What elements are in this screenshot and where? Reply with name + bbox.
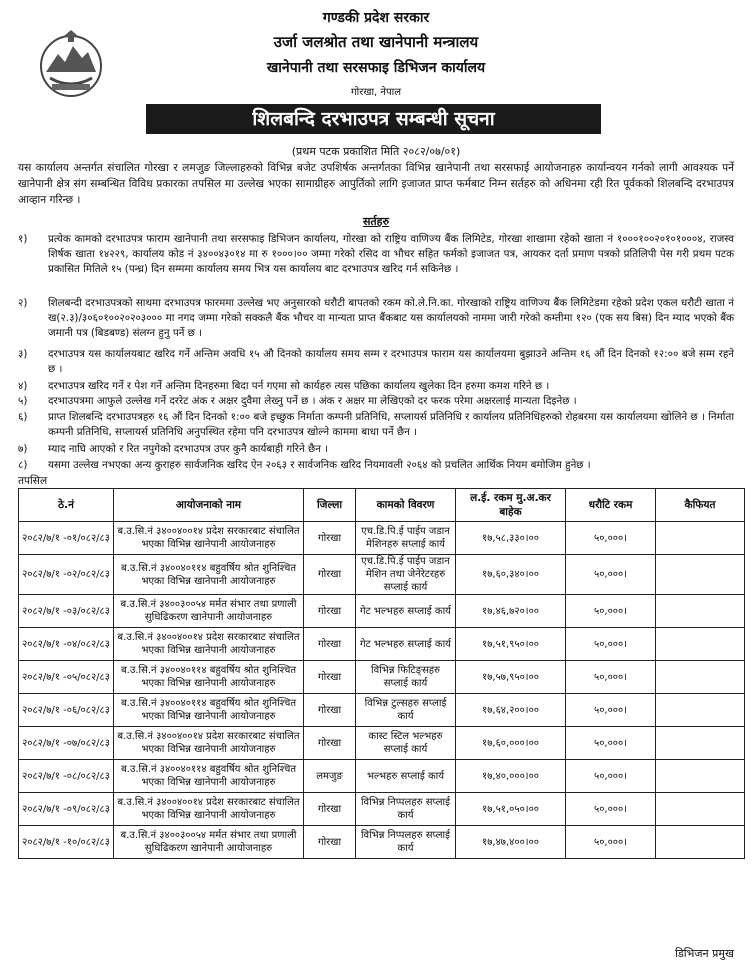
govt-name: गण्डकी प्रदेश सरकार — [322, 10, 430, 26]
cell-project: ब.उ.सि.नं ३४००३००५४ मर्मत संभार तथा प्रणाली सुधिढिकरण खानेपानी आयोजनाहरु — [114, 595, 304, 628]
condition-number: ८) — [18, 459, 28, 471]
condition-item — [18, 410, 734, 440]
table-row — [19, 661, 745, 694]
cell-district: गोरखा — [304, 595, 356, 628]
col-header-district: जिल्ला — [304, 489, 356, 522]
cell-estimate: १७,४०,०००।०० — [456, 760, 566, 793]
notice-title: शिलबन्दि दरभाउपत्र सम्बन्धी सूचना — [146, 104, 601, 134]
cell-work: एच.डि.पि.ई पाईप जडान मेशिनहरु सप्लाई कार्य — [356, 522, 456, 555]
cell-estimate: १७,५१,०५०।०० — [456, 793, 566, 826]
cell-estimate: १७,४६,७२०।०० — [456, 595, 566, 628]
cell-estimate: १७,५७,९५०।०० — [456, 661, 566, 694]
cell-work: कास्ट स्टिल भल्भहरु सप्लाई कार्य — [356, 727, 456, 760]
cell-district: गोरखा — [304, 793, 356, 826]
condition-item — [18, 394, 734, 409]
cell-deposit: ५०,०००। — [566, 595, 656, 628]
cell-contract-no: २०८२/७/१ -०८/०८२/८३ — [19, 760, 114, 793]
intro-paragraph: यस कार्यालय अन्तर्गत संचालित गोरखा र लमजुङ जिल्लाहरुको विभिन्न बजेट उपशिर्षक अन्तर्गतका विभिन्न खानेपानी तथा सरसफाई आयोजनाहरु कार्यान्वयन गर्नको लागी आवश्यक पर्ने खानेपानी क्षेत्र संग सम्बन्धित विविध प्रकारका तपसिल मा उल्लेख भएका सामाग्रीहरु आपुर्तिको लागि इजाजत प्राप्त फर्मबाट निम्न सर्तहरु को अधिनमा रही रित पूर्वकको शिलबन्दि दरभाउपत्र आव्हान गरिन्छ । — [18, 162, 734, 206]
cell-work: विभिन्न फिटिङ्सहरु सप्लाई कार्य — [356, 661, 456, 694]
cell-project: ब.उ.सि.नं ३४००४०११४ बहुवर्षिय श्रोत शुनिश्चित भएका विभिन्न खानेपानी आयोजनाहरु — [114, 694, 304, 727]
cell-deposit: ५०,०००। — [566, 628, 656, 661]
cell-district: गोरखा — [304, 555, 356, 595]
cell-project: ब.उ.सि.नं ३४००४००१४ प्रदेश सरकारबाट संचालित भएका विभिन्न खानेपानी आयोजनाहरु — [114, 522, 304, 555]
table-row — [19, 793, 745, 826]
cell-remarks — [656, 661, 745, 694]
cell-work: गेट भल्भहरु सप्लाई कार्य — [356, 595, 456, 628]
table-row — [19, 628, 745, 661]
tender-table — [18, 488, 745, 859]
cell-work: गेट भल्भहरु सप्लाई कार्य — [356, 628, 456, 661]
office-name: खानेपानी तथा सरसफाइ डिभिजन कार्यालय — [266, 60, 486, 76]
cell-estimate: १७,५१,९५०।०० — [456, 628, 566, 661]
cell-remarks — [656, 628, 745, 661]
table-row — [19, 555, 745, 595]
condition-number: ७) — [18, 443, 28, 455]
table-row — [19, 694, 745, 727]
table-header-row — [19, 489, 745, 522]
cell-deposit: ५०,०००। — [566, 826, 656, 859]
condition-number: ३) — [18, 348, 28, 360]
condition-number: ४) — [18, 380, 28, 392]
cell-district: गोरखा — [304, 522, 356, 555]
cell-district: गोरखा — [304, 628, 356, 661]
cell-district: गोरखा — [304, 694, 356, 727]
cell-deposit: ५०,०००। — [566, 661, 656, 694]
condition-number: २) — [18, 297, 28, 309]
cell-contract-no: २०८२/७/१ -१०/०८२/८३ — [19, 826, 114, 859]
cell-estimate: १७,६०,३४०।०० — [456, 555, 566, 595]
cell-deposit: ५०,०००। — [566, 727, 656, 760]
cell-estimate: १७,४७,४००।०० — [456, 826, 566, 859]
col-header-remarks: कैफियत — [656, 489, 745, 522]
cell-deposit: ५०,०००। — [566, 555, 656, 595]
publish-date: (प्रथम पटक प्रकाशित मिति २०८२/०७/०१) — [291, 145, 461, 158]
col-header-project: आयोजनाको नाम — [114, 489, 304, 522]
cell-contract-no: २०८२/७/१ -०५/०८२/८३ — [19, 661, 114, 694]
condition-item — [18, 232, 734, 277]
col-header-estimate: ल.ई. रकम मु.अ.कर बाहेक — [456, 489, 566, 522]
condition-text: दरभाउपत्र यस कार्यालयबाट खरिद गर्ने अन्तिम अवधि १५ औ दिनको कार्यालय समय सम्म र दरभाउपत्र फाराम यस कार्यालयमा बुझाउने अन्तिम १६ औं दिन दिनको १२:०० बजे सम्म रहने छ । — [48, 348, 734, 375]
cell-remarks — [656, 826, 745, 859]
cell-contract-no: २०८२/७/१ -०९/०८२/८३ — [19, 793, 114, 826]
cell-contract-no: २०८२/७/१ -०३/०८२/८३ — [19, 595, 114, 628]
cell-remarks — [656, 793, 745, 826]
condition-text: दरभाउपत्र खरिद गर्ने र पेश गर्ने अन्तिम दिनहरुमा बिदा पर्न गएमा सो कार्यहरु त्यस पछिका कार्यालय खुलेका दिन हरुमा कमश गरिने छ । — [48, 380, 550, 392]
office-address: गोरखा, नेपाल — [350, 87, 402, 98]
condition-item — [18, 347, 734, 377]
col-header-deposit: धरौटि रकम — [566, 489, 656, 522]
cell-work: एच.डि.पि.ई पाईप जडान मेशिन तथा जेनेरेटरहरु सप्लाई कार्य — [356, 555, 456, 595]
cell-work: विभिन्न निप्पलहरु सप्लाई कार्य — [356, 826, 456, 859]
cell-deposit: ५०,०००। — [566, 760, 656, 793]
table-row — [19, 826, 745, 859]
cell-remarks — [656, 522, 745, 555]
cell-remarks — [656, 694, 745, 727]
cell-work: विभिन्न टुल्सहरु सप्लाई कार्य — [356, 694, 456, 727]
cell-remarks — [656, 727, 745, 760]
condition-text: यसमा उल्लेख नभएका अन्य कुराहरु सार्वजनिक खरिद ऐन २०६३ र सार्वजनिक खरिद नियमावली २०६४ को प्रचलित आर्थिक नियम बमोजिम हुनेछ । — [48, 459, 591, 471]
cell-project: ब.उ.सि.नं ३४००४०११४ बहुवर्षिय श्रोत शुनिश्चित भएका विभिन्न खानेपानी आयोजनाहरु — [114, 661, 304, 694]
table-row — [19, 727, 745, 760]
cell-remarks — [656, 555, 745, 595]
condition-item — [18, 296, 734, 341]
cell-remarks — [656, 760, 745, 793]
cell-remarks — [656, 595, 745, 628]
cell-estimate: १७,६०,०००।०० — [456, 727, 566, 760]
cell-contract-no: २०८२/७/१ -०१/०८२/८३ — [19, 522, 114, 555]
condition-item — [18, 379, 734, 394]
cell-district: लमजुङ — [304, 760, 356, 793]
cell-work: भल्भहरु सप्लाई कार्य — [356, 760, 456, 793]
condition-number: ६) — [18, 411, 28, 423]
cell-project: ब.उ.सि.नं ३४००४००१४ प्रदेश सरकारबाट संचालित भएका विभिन्न खानेपानी आयोजनाहरु — [114, 727, 304, 760]
cell-estimate: १७,५८,३३०।०० — [456, 522, 566, 555]
cell-deposit: ५०,०००। — [566, 793, 656, 826]
cell-district: गोरखा — [304, 661, 356, 694]
table-row — [19, 760, 745, 793]
cell-project: ब.उ.सि.नं ३४००४०११४ बहुवर्षिय श्रोत शुनिश्चित भएका विभिन्न खानेपानी आयोजनाहरु — [114, 760, 304, 793]
condition-text: प्राप्त शिलबन्दि दरभाउपत्रहरु १६ औं दिन दिनको १:०० बजे इच्छुक निर्माता कम्पनी प्रतिनिधि, सप्लायर्स प्रतिनिधि र कार्यालय प्रतिनिधिहरुको रोहबरमा यस कार्यालयमा खोलिने छ । निर्माता कम्पनी प्रतिनिधि, सप्लायर्स प्रतिनिधि अनुपस्थित रहेमा पनि दरभाउपत्र खोल्ने काममा बाधा पर्ने छैन । — [48, 411, 734, 438]
condition-text: म्याद नाघि आएको र रित नपुगेको दरभाउपत्र उपर कुनै कार्यबाही गरिने छैन । — [48, 443, 329, 455]
condition-item — [18, 458, 734, 473]
cell-district: गोरखा — [304, 727, 356, 760]
cell-contract-no: २०८२/७/१ -०७/०८२/८३ — [19, 727, 114, 760]
cell-district: गोरखा — [304, 826, 356, 859]
cell-project: ब.उ.सि.नं ३४००४००१४ प्रदेश सरकारबाट संचालित भएका विभिन्न खानेपानी आयोजनाहरु — [114, 793, 304, 826]
table-row — [19, 595, 745, 628]
condition-number: ५) — [18, 395, 28, 407]
cell-project: ब.उ.सि.नं ३४००४०११४ बहुवर्षिय श्रोत शुनिश्चित भएका विभिन्न खानेपानी आयोजनाहरु — [114, 555, 304, 595]
cell-work: विभिन्न निप्पलहरु सप्लाई कार्य — [356, 793, 456, 826]
cell-contract-no: २०८२/७/१ -०२/०८२/८३ — [19, 555, 114, 595]
signature-title: डिभिजन प्रमुख — [675, 947, 734, 960]
table-row — [19, 522, 745, 555]
cell-contract-no: २०८२/७/१ -०६/०८२/८३ — [19, 694, 114, 727]
cell-deposit: ५०,०००। — [566, 522, 656, 555]
cell-contract-no: २०८२/७/१ -०४/०८२/८३ — [19, 628, 114, 661]
col-header-work: कामको विवरण — [356, 489, 456, 522]
cell-estimate: १७,६४,२००।०० — [456, 694, 566, 727]
condition-text: प्रत्येक कामको दरभाउपत्र फाराम खानेपानी तथा सरसफाइ डिभिजन कार्यालय, गोरखा को राष्ट्रिय वाणिज्य बैंक लिमिटेड, गोरखा शाखामा रहेको खाता नं १०००१००२०१०१०००४, राजस्व शिर्षक खाता १४२२९, कार्यालय कोड नं ३४००४३०१४ मा रु १०००।०० जम्मा गरेको रसिद वा भौचर सहित फर्मको इजाजत पत्र, आयकर दर्ता प्रमाण पत्रको प्रतिलिपी पेस गरी प्रथम पटक प्रकासित मितिले १५ (पन्ध्र) दिन सम्ममा कार्यालय समय भित्र यस कार्यालय बाट दरभाउपत्र खरिद गर्न सकिनेछ । — [48, 233, 734, 275]
condition-number: १) — [18, 233, 28, 245]
condition-item — [18, 442, 734, 457]
conditions-title: सर्तहरु — [362, 215, 390, 228]
ministry-name: उर्जा जलश्रोत तथा खानेपानी मन्त्रालय — [273, 33, 479, 51]
notice-page — [6, 4, 746, 961]
cell-project: ब.उ.सि.नं ३४००४००१४ प्रदेश सरकारबाट संचालित भएका विभिन्न खानेपानी आयोजनाहरु — [114, 628, 304, 661]
schedule-label: तपसिल — [18, 475, 48, 487]
cell-deposit: ५०,०००। — [566, 694, 656, 727]
col-header-contract-no: ठे.नं — [19, 489, 114, 522]
condition-text: शिलबन्दी दरभाउपत्रको साथमा दरभाउपत्र फारममा उल्लेख भए अनुसारको धरौटी बापतको रकम को.ले.नि.का. गोरखाको राष्ट्रिय वाणिज्य बैंक लिमिटेडमा रहेको प्रदेश एकल धरौटी खाता नं ख(२.३)/३०६०१००२०२०३००० मा नगद जम्मा गरेको सक्कलै बैंक भौचर वा मान्यता प्राप्त बैंकबाट यस कार्यालयको नाममा जारी गरेको कम्तीमा १२० (एक सय बिस) दिन म्याद भएको बैंक जमानी पत्र (बिडबण्ड) संलग्न हुनु पर्ने छ । — [48, 297, 734, 339]
condition-text: दरभाउपत्रमा आफुले उल्लेख गर्ने दररेट अंक र अक्षर दुवैमा लेख्नु पर्ने छ । अंक र अक्षर मा लेखिएको दर फरक परेमा अक्षरलाई मान्यता दिइनेछ । — [48, 395, 577, 407]
cell-project: ब.उ.सि.नं ३४००३००५४ मर्मत संभार तथा प्रणाली सुधिढिकरण खानेपानी आयोजनाहरु — [114, 826, 304, 859]
